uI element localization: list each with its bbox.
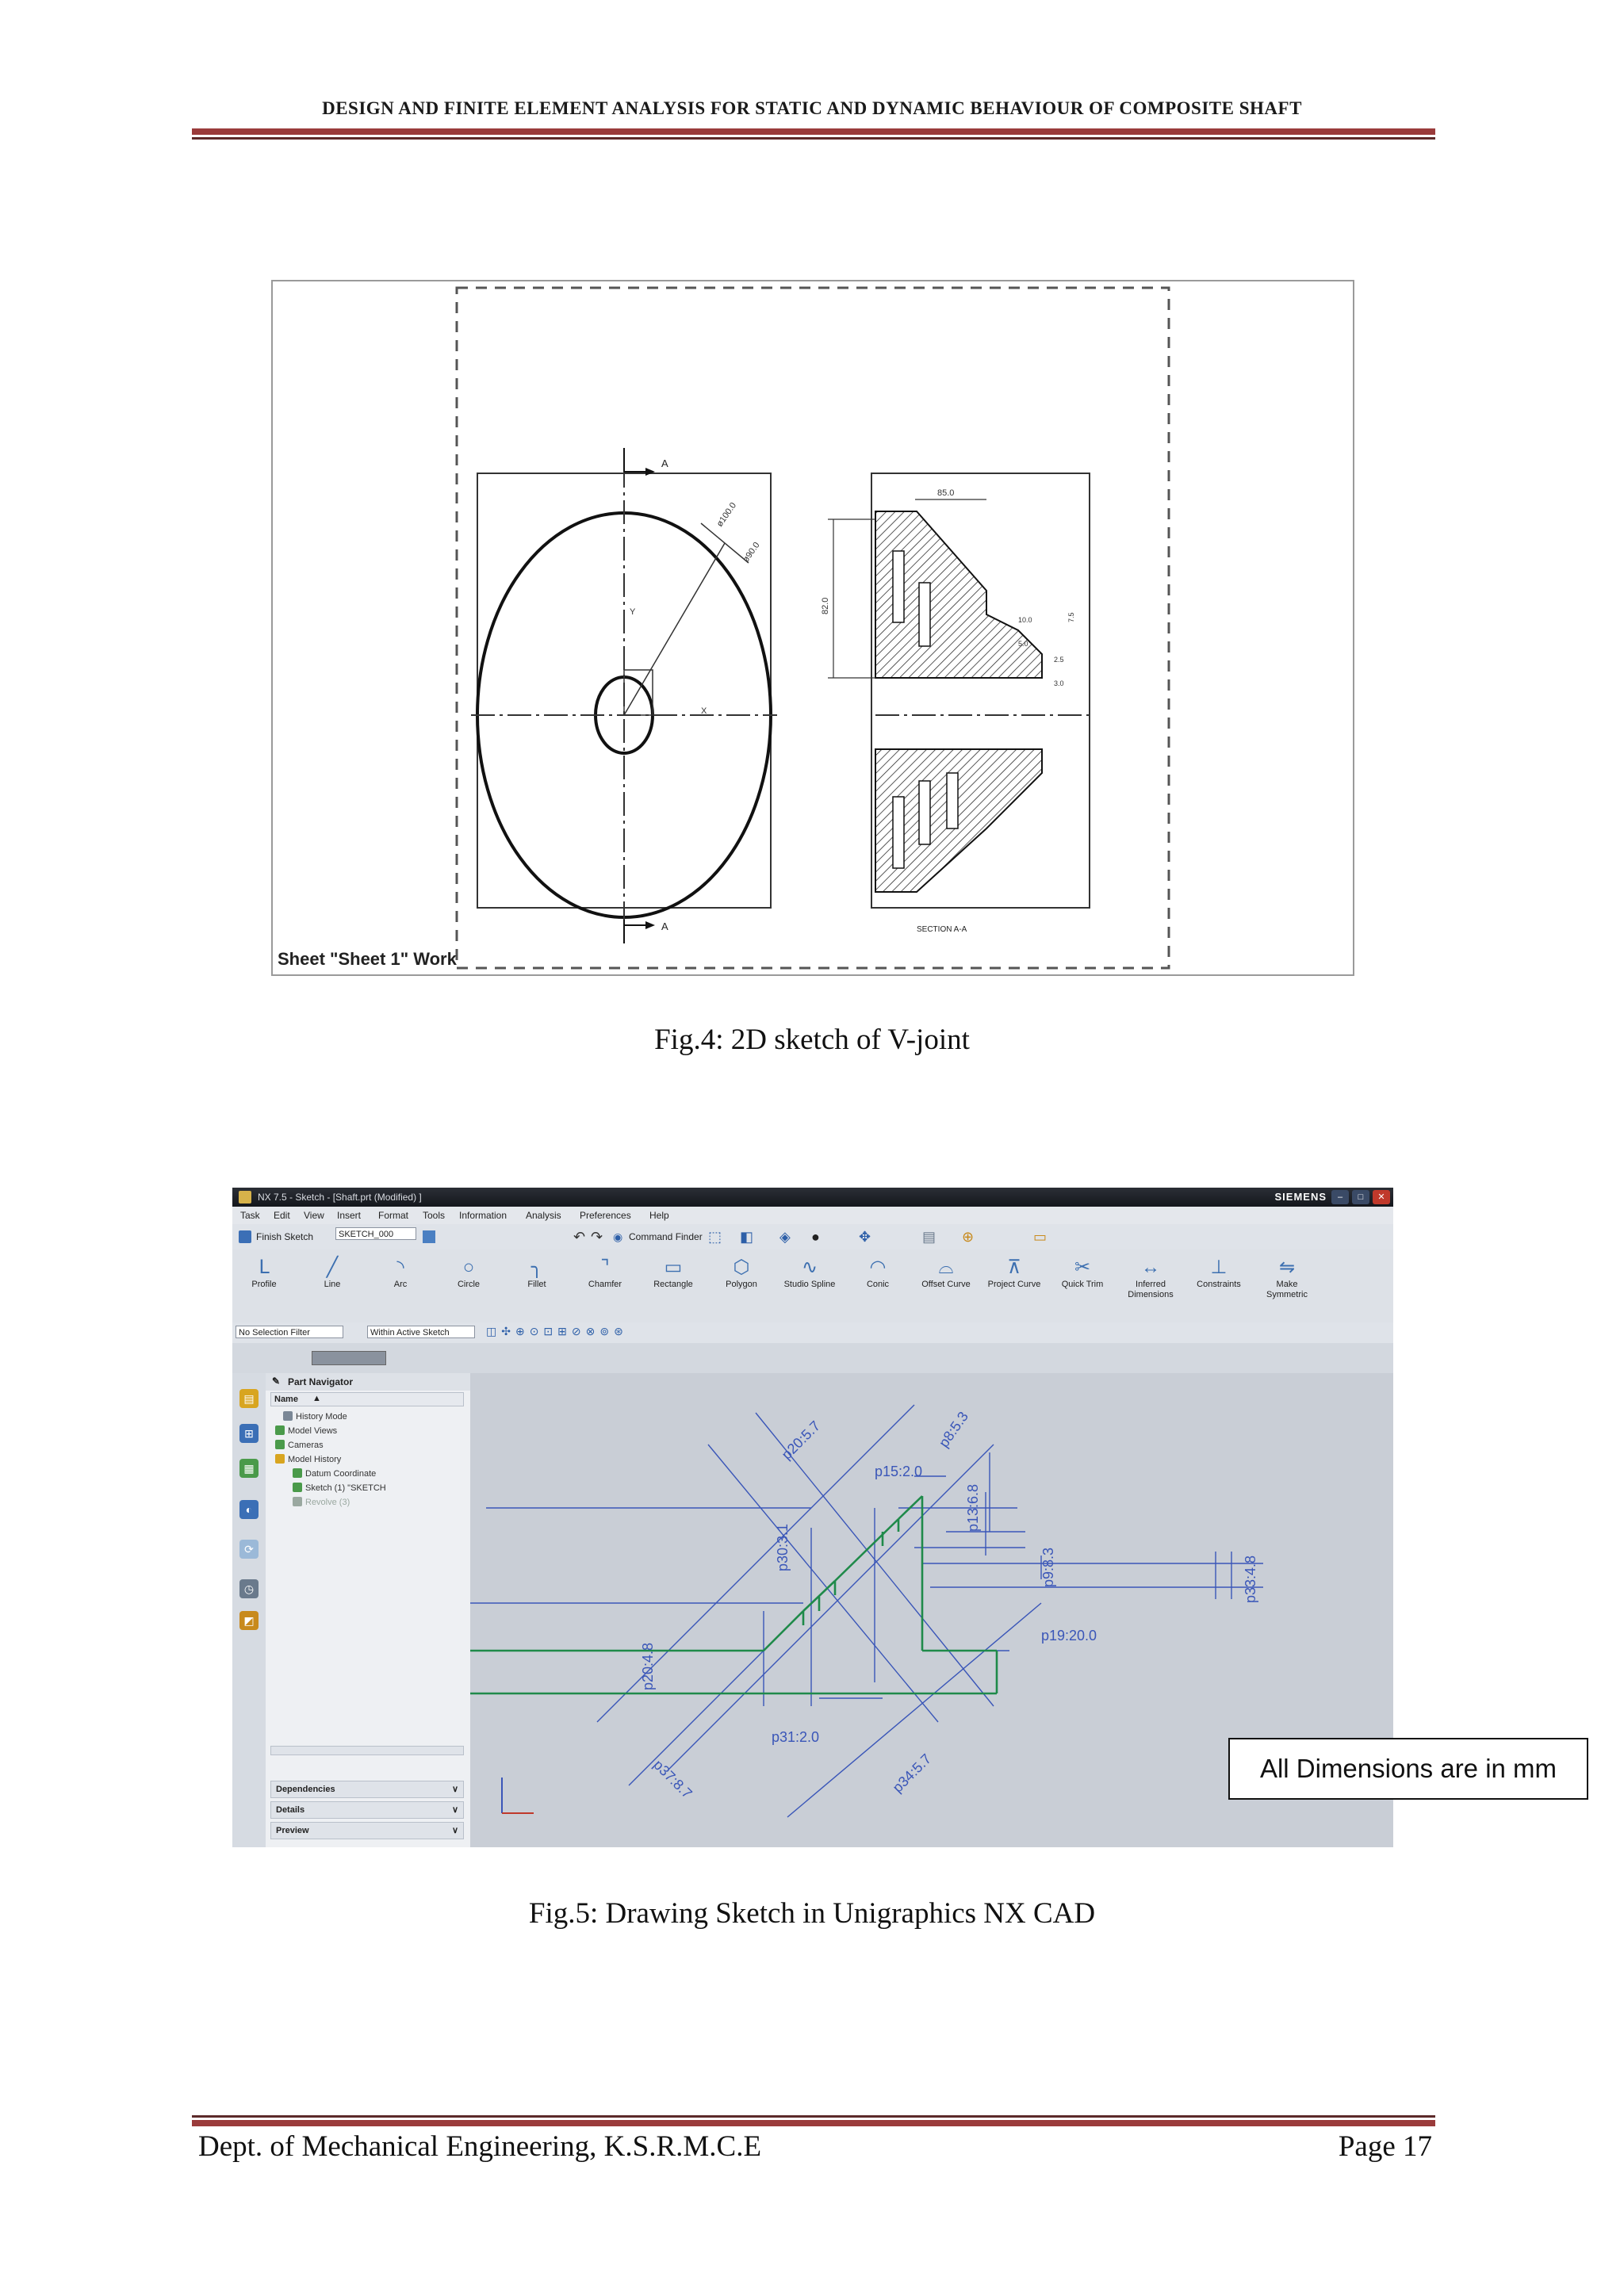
snap-icon[interactable]: ✥ (859, 1229, 871, 1245)
dim-small-b: 5.0 (1018, 640, 1028, 648)
tool-constraints[interactable]: ⊥ Constraints (1187, 1256, 1251, 1290)
tool-line[interactable]: ╱ Line (301, 1256, 364, 1290)
chevron-down-icon: ∨ (451, 1826, 458, 1835)
dim-dia-inner: ø90.0 (741, 540, 762, 564)
nav-item-model-views[interactable]: Model Views (275, 1425, 337, 1436)
revolve-icon (293, 1497, 302, 1506)
make-symmetric-icon: ⇋ (1278, 1257, 1296, 1278)
project-curve-icon: ⊼ (1007, 1257, 1021, 1278)
menu-help[interactable]: Help (649, 1210, 669, 1221)
nav-tab-strip[interactable] (312, 1351, 386, 1365)
dim-height: 82.0 (821, 597, 830, 614)
dim-p37[interactable]: p37:8.7 (650, 1756, 695, 1802)
view-orient-icon[interactable]: ⬚ (708, 1229, 722, 1245)
sketch-name-select[interactable]: SKETCH_000 (335, 1227, 416, 1240)
folder-icon (275, 1454, 285, 1464)
part-navigator-title: Part Navigator (288, 1376, 354, 1387)
window-title: NX 7.5 - Sketch - [Shaft.prt (Modified) ] (258, 1192, 422, 1203)
header-rule (192, 128, 1435, 135)
part-navigator-icon[interactable]: ▦ (239, 1459, 259, 1478)
history-icon[interactable]: ⟳ (239, 1540, 259, 1559)
dim-dia-outer: ø100.0 (714, 500, 739, 529)
figure-5-caption: Fig.5: Drawing Sketch in Unigraphics NX CAD (528, 1897, 1096, 1930)
clock-icon (283, 1411, 293, 1421)
top-toolbar (232, 1224, 1393, 1250)
tool-circle[interactable]: ○ Circle (437, 1256, 500, 1290)
dim-p33[interactable]: p33:4.8 (1243, 1555, 1258, 1603)
nav-item-model-history[interactable]: Model History (275, 1454, 341, 1464)
tool-inferred-dimensions[interactable]: ↔ Inferred Dimensions (1119, 1256, 1182, 1300)
selection-filter-select[interactable]: No Selection Filter (236, 1326, 343, 1338)
menu-bar (232, 1207, 1393, 1224)
section-marker-top: A (661, 457, 668, 469)
footer-rule (192, 2120, 1435, 2126)
sketch-icon (293, 1483, 302, 1492)
chevron-down-icon: ∨ (451, 1785, 458, 1794)
menu-format[interactable]: Format (378, 1210, 409, 1221)
figure-4-caption: Fig.4: 2D sketch of V-joint (654, 1024, 970, 1056)
tool-offset-curve[interactable]: ⌓ Offset Curve (914, 1256, 978, 1290)
shaded-icon[interactable]: ◈ (779, 1229, 791, 1245)
running-header: DESIGN AND FINITE ELEMENT ANALYSIS FOR STATIC AND DYNAMIC BEHAVIOUR OF COMPOSITE SHAFT (322, 98, 1302, 118)
maximize-icon[interactable]: □ (1352, 1190, 1369, 1204)
dim-p34[interactable]: p34:5.7 (889, 1751, 935, 1796)
dim-p13[interactable]: p13:6.8 (965, 1483, 981, 1532)
siemens-logo: SIEMENS (1274, 1191, 1327, 1203)
dim-small-e: 7.5 (1067, 612, 1075, 622)
nx-app-icon (239, 1191, 251, 1203)
circle-icon: ○ (462, 1257, 475, 1278)
command-finder-button[interactable]: Command Finder (629, 1231, 703, 1242)
finish-sketch-icon[interactable] (239, 1230, 251, 1243)
tool-chamfer[interactable]: ⌝ Chamfer (573, 1256, 637, 1290)
dim-p20-b[interactable]: p20:4.8 (640, 1642, 656, 1690)
redo-icon[interactable]: ↷ (591, 1229, 603, 1245)
dim-small-d: 3.0 (1054, 679, 1064, 687)
sort-asc-icon: ▲ (312, 1394, 321, 1403)
conic-icon: ◠ (869, 1257, 887, 1278)
constraint-navigator-icon[interactable]: ⊞ (239, 1424, 259, 1443)
nx-cad-window (232, 1188, 1557, 1847)
chamfer-icon: ⌝ (600, 1257, 610, 1278)
title-bar (232, 1188, 1393, 1207)
dim-p15[interactable]: p15:2.0 (875, 1464, 923, 1479)
camera-icon (275, 1440, 285, 1449)
nav-item-datum-coordinate[interactable]: Datum Coordinate (293, 1468, 376, 1479)
dim-p30[interactable]: p30:3.1 (775, 1523, 791, 1571)
selection-toolbar (232, 1322, 1393, 1343)
folder-icon[interactable]: ▭ (1033, 1229, 1048, 1245)
minimize-icon[interactable]: – (1331, 1190, 1349, 1204)
menu-task[interactable]: Task (240, 1210, 260, 1221)
header-rule-thin (192, 137, 1435, 140)
menu-tools[interactable]: Tools (423, 1210, 446, 1221)
preview-panel[interactable]: Preview ∨ (270, 1822, 464, 1839)
footer-page-number: Page 17 (1338, 2130, 1432, 2163)
line-icon: ╱ (326, 1257, 339, 1278)
finish-sketch-button[interactable]: Finish Sketch (256, 1231, 314, 1242)
figure-4-drawing (271, 280, 1354, 976)
axis-label-x: X (701, 706, 707, 716)
render-style-icon[interactable]: ◧ (740, 1229, 754, 1245)
offset-curve-icon: ⌓ (938, 1257, 954, 1278)
tool-studio-spline[interactable]: ∿ Studio Spline (778, 1256, 841, 1290)
nav-item-cameras[interactable]: Cameras (275, 1440, 324, 1450)
sketch-tools-toolbar (232, 1249, 1393, 1323)
arc-icon: ◝ (396, 1257, 404, 1278)
sheet-label: Sheet "Sheet 1" Work (278, 949, 457, 969)
sphere-icon[interactable]: ● (811, 1229, 820, 1245)
axis-label-y: Y (630, 607, 636, 617)
web-browser-icon[interactable]: ◐ (239, 1500, 259, 1519)
constraints-icon: ⊥ (1210, 1257, 1228, 1278)
menu-analysis[interactable]: Analysis (526, 1210, 561, 1221)
quick-trim-icon: ✂ (1074, 1257, 1091, 1278)
selection-scope-select[interactable]: Within Active Sketch (367, 1326, 475, 1338)
tool-arc[interactable]: ◝ Arc (369, 1256, 432, 1290)
horizontal-scrollbar[interactable] (270, 1746, 464, 1755)
section-marker-bottom: A (661, 920, 668, 932)
polygon-icon: ⬡ (733, 1257, 750, 1278)
close-icon[interactable]: ✕ (1373, 1190, 1390, 1204)
footer-department: Dept. of Mechanical Engineering, K.S.R.M.C.E (198, 2130, 762, 2163)
fillet-icon: ╮ (530, 1257, 543, 1278)
sketch-dropdown-icon[interactable] (423, 1230, 435, 1243)
tool-conic[interactable]: ◠ Conic (846, 1256, 910, 1290)
footer-rule-thin (192, 2115, 1435, 2118)
inferred-dimensions-icon: ↔ (1141, 1257, 1160, 1278)
assembly-navigator-icon[interactable]: ▤ (239, 1389, 259, 1408)
menu-information[interactable]: Information (459, 1210, 508, 1221)
dependencies-panel[interactable]: Dependencies ∨ (270, 1781, 464, 1798)
dim-p31[interactable]: p31:2.0 (772, 1729, 820, 1745)
clock-icon[interactable]: ◷ (239, 1579, 259, 1598)
profile-icon: ᒪ (259, 1257, 270, 1278)
dim-p8[interactable]: p8:5.3 (935, 1408, 971, 1451)
section-label: SECTION A-A (917, 925, 967, 934)
roles-icon[interactable]: ◩ (239, 1611, 259, 1630)
menu-preferences[interactable]: Preferences (580, 1210, 631, 1221)
menu-edit[interactable]: Edit (274, 1210, 290, 1221)
tool-make-symmetric[interactable]: ⇋ Make Symmetric (1255, 1256, 1319, 1300)
layer-icon[interactable]: ▤ (922, 1229, 936, 1245)
tool-fillet[interactable]: ╮ Fillet (505, 1256, 569, 1290)
resource-bar-header (232, 1343, 1393, 1374)
chevron-down-icon: ∨ (451, 1805, 458, 1815)
tool-rectangle[interactable]: ▭ Rectangle (642, 1256, 705, 1290)
dim-p20-a[interactable]: p20:5.7 (778, 1418, 824, 1463)
tool-polygon[interactable]: ⬡ Polygon (710, 1256, 773, 1290)
dim-small-c: 2.5 (1054, 656, 1064, 664)
part-navigator-header (266, 1373, 470, 1391)
sketch-canvas[interactable] (470, 1373, 1557, 1847)
dim-p19[interactable]: p19:20.0 (1041, 1628, 1097, 1644)
dim-small-a: 10.0 (1018, 616, 1032, 624)
menu-insert[interactable]: Insert (337, 1210, 362, 1221)
nav-item-sketch[interactable]: Sketch (1) "SKETCH (293, 1483, 386, 1493)
rectangle-icon: ▭ (664, 1257, 683, 1278)
name-column-header[interactable]: Name ▲ (270, 1392, 464, 1406)
details-panel[interactable]: Details ∨ (270, 1801, 464, 1819)
dimensions-note: All Dimensions are in mm (1228, 1738, 1588, 1800)
views-icon (275, 1425, 285, 1435)
pin-icon[interactable]: ✎ (272, 1376, 281, 1387)
nav-item-revolve[interactable]: Revolve (3) (293, 1497, 350, 1507)
datum-csys-icon (293, 1468, 302, 1478)
tool-project-curve[interactable]: ⊼ Project Curve (982, 1256, 1046, 1290)
resource-bar (232, 1373, 266, 1847)
v-joint-2d-sketch (273, 281, 1356, 978)
undo-icon[interactable]: ↶ (573, 1229, 586, 1245)
wcs-triad-icon (502, 1777, 534, 1813)
nav-item-history-mode[interactable]: History Mode (283, 1411, 347, 1422)
dim-p9[interactable]: p9:8.3 (1040, 1547, 1056, 1587)
dim-top-width: 85.0 (937, 488, 955, 498)
menu-view[interactable]: View (304, 1210, 324, 1221)
binoculars-icon: ◉ (613, 1230, 623, 1243)
studio-spline-icon: ∿ (801, 1257, 818, 1278)
snap-point-icons[interactable]: ◫✣⊕⊙⊡⊞⊘⊗⊚⊛ (486, 1325, 628, 1337)
part-navigator-panel (266, 1373, 471, 1847)
tool-quick-trim[interactable]: ✂ Quick Trim (1051, 1256, 1114, 1290)
zoom-icon[interactable]: ⊕ (962, 1229, 975, 1245)
tool-profile[interactable]: ᒪ Profile (232, 1256, 296, 1290)
